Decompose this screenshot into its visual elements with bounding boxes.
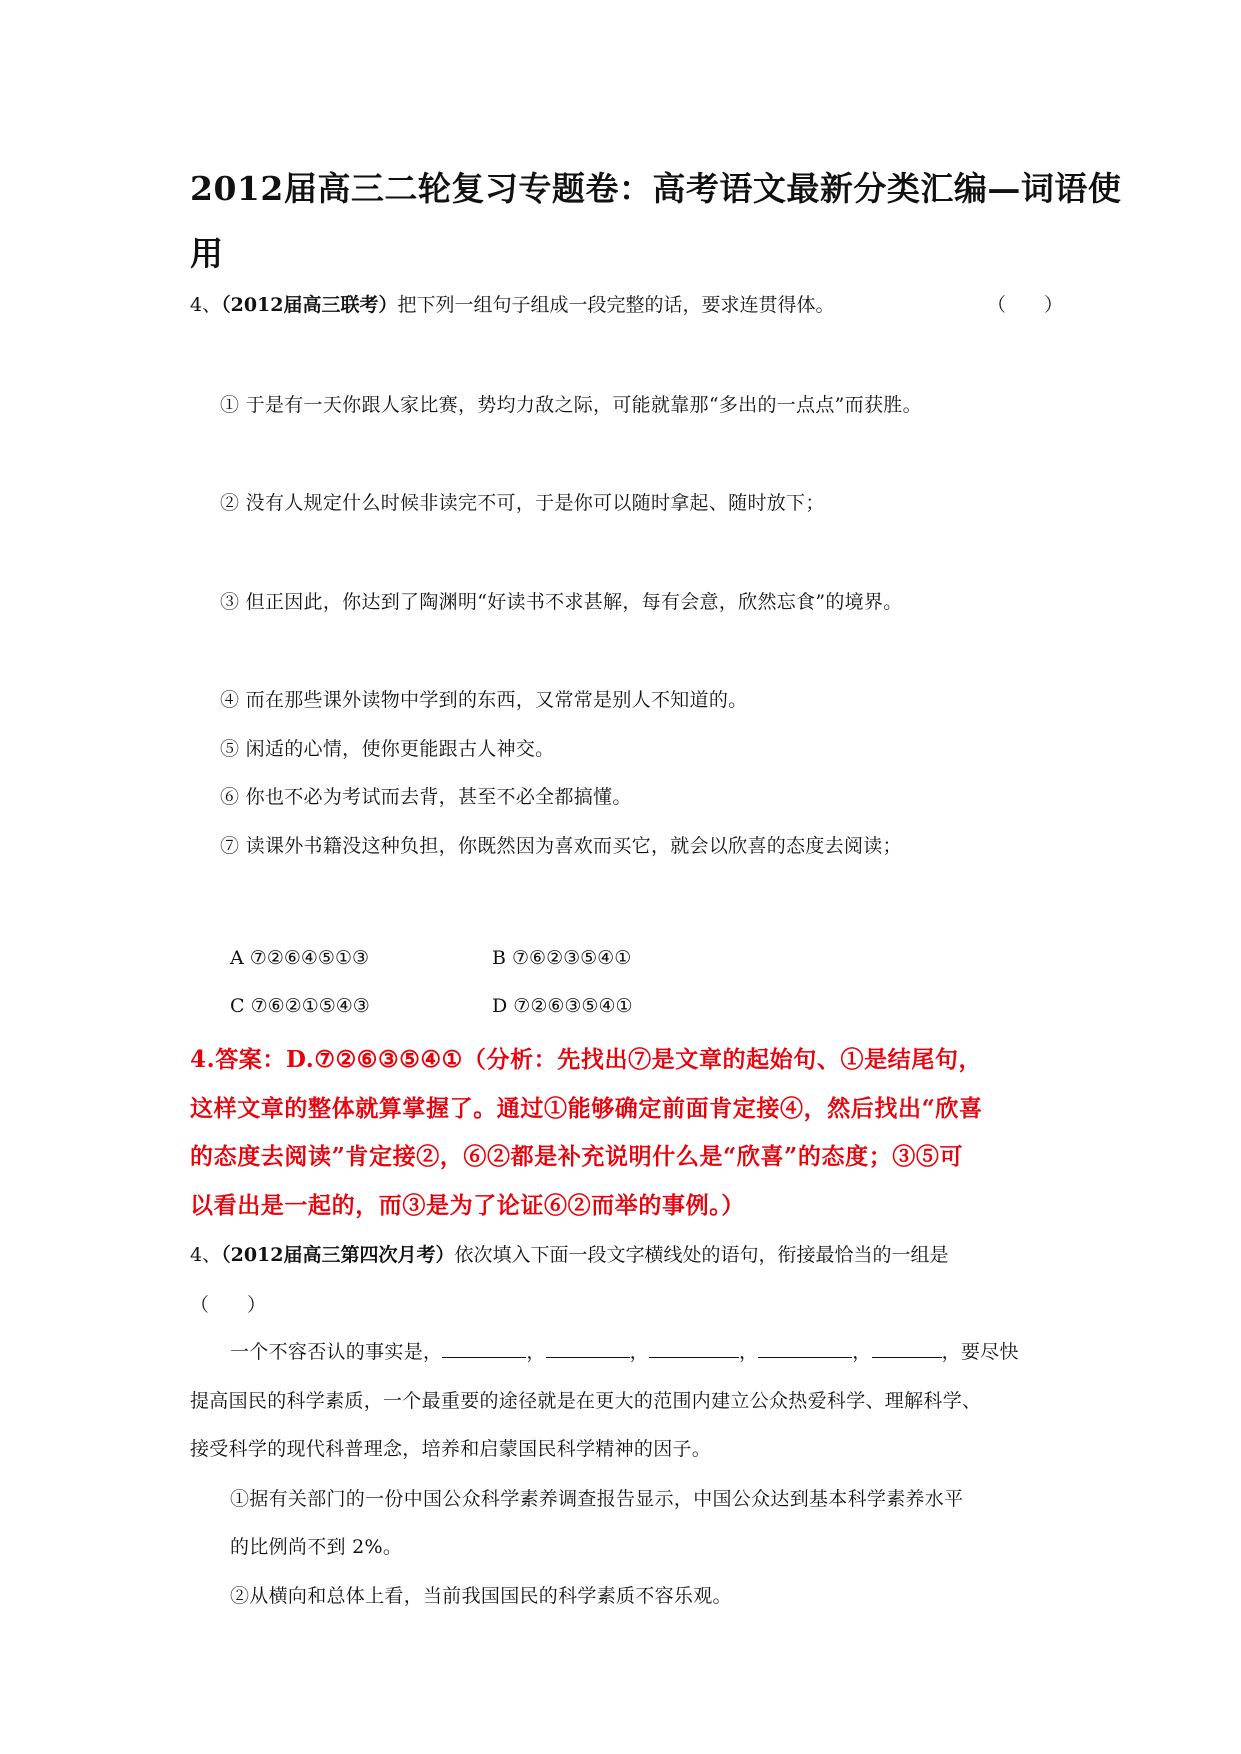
answer-line-1: 4.答案：D.⑦②⑥③⑤④①（分析：先找出⑦是文章的起始句、①是结尾句，: [190, 1046, 983, 1073]
question-2-prompt: 依次填入下面一段文字横线处的语句，衔接最恰当的一组是: [454, 1244, 949, 1266]
item-1-line-2: 的比例尚不到 2%。: [230, 1536, 403, 1558]
blank-5: [872, 1339, 942, 1358]
question-2-source: （2012届高三第四次月考）: [221, 1244, 455, 1266]
blank-1: [442, 1339, 526, 1358]
option-c-value: ⑦⑥②①⑤④③: [250, 995, 370, 1017]
option-c-label: C: [230, 995, 245, 1017]
comma-1: ，: [526, 1341, 546, 1363]
sentence-7: ⑦ 读课外书籍没这种负担，你既然因为喜欢而买它，就会以欣喜的态度去阅读；: [220, 835, 902, 857]
question-1-answer-paren: （ ）: [987, 294, 1064, 316]
passage-line-1: [230, 1337, 1019, 1364]
blank-4: [758, 1339, 852, 1358]
sentence-4: ④ 而在那些课外读物中学到的东西，又常常是别人不知道的。: [220, 689, 748, 711]
sentence-1: ① 于是有一天你跟人家比赛，势均力敌之际，可能就靠那“多出的一点点”而获胜。: [220, 394, 922, 416]
answer-line-4: 以看出是一起的，而③是为了论证⑥②而举的事例。）: [190, 1192, 745, 1219]
document-title-line-2: 用: [190, 234, 224, 273]
question-1-source: （2012届高三联考）: [221, 294, 398, 316]
question-2-answer-paren: （ ）: [190, 1294, 267, 1316]
sentence-2: ② 没有人规定什么时候非读完不可，于是你可以随时拿起、随时放下；: [220, 492, 825, 514]
sentence-6: ⑥ 你也不必为考试而去背，甚至不必全都搞懂。: [220, 786, 632, 808]
question-1-header: [190, 290, 1064, 317]
option-d-value: ⑦②⑥③⑤④①: [513, 995, 633, 1017]
question-2-header: [190, 1240, 949, 1267]
option-a-label: A: [230, 947, 244, 969]
passage-line-2: 提高国民的科学素质，一个最重要的途径就是在更大的范围内建立公众热爱科学、理解科学、: [190, 1390, 982, 1412]
option-b-value: ⑦⑥②③⑤④①: [512, 947, 632, 969]
answer-line-3: 的态度去阅读”肯定接②，⑥②都是补充说明什么是“欣喜”的态度；③⑤可: [190, 1143, 964, 1170]
option-b: [492, 947, 631, 969]
item-1-line-1: ①据有关部门的一份中国公众科学素养调查报告显示，中国公众达到基本科学素养水平: [230, 1488, 964, 1510]
passage-after-blanks: ，要尽快: [941, 1341, 1019, 1363]
answer-line-2: 这样文章的整体就算掌握了。通过①能够确定前面肯定接④，然后找出“欣喜: [190, 1095, 983, 1122]
blank-3: [649, 1339, 739, 1358]
sentence-3: ③ 但正因此，你达到了陶渊明“好读书不求甚解，每有会意，欣然忘食”的境界。: [220, 591, 903, 613]
passage-start: 一个不容否认的事实是，: [230, 1341, 443, 1363]
sentence-5: ⑤ 闲适的心情，使你更能跟古人神交。: [220, 738, 555, 760]
question-2-number: 4、: [190, 1244, 222, 1266]
comma-3: ，: [738, 1341, 759, 1363]
question-1-number: 4、: [190, 294, 222, 316]
option-a-value: ⑦②⑥④⑤①③: [249, 947, 370, 969]
option-c: [230, 995, 370, 1017]
option-d: [492, 995, 633, 1017]
document-title-line-1: 2012届高三二轮复习专题卷：高考语文最新分类汇编—词语使: [190, 169, 1122, 208]
question-1-prompt: 把下列一组句子组成一段完整的话，要求连贯得体。: [397, 294, 835, 316]
passage-line-3: 接受科学的现代科普理念，培养和启蒙国民科学精神的因子。: [190, 1438, 712, 1460]
comma-2: ，: [629, 1341, 649, 1363]
item-2: ②从横向和总体上看，当前我国国民的科学素质不容乐观。: [230, 1585, 732, 1607]
option-a: [230, 947, 369, 969]
option-b-label: B: [492, 947, 506, 969]
blank-2: [546, 1339, 630, 1358]
option-d-label: D: [492, 995, 508, 1017]
comma-4: ，: [852, 1341, 872, 1363]
